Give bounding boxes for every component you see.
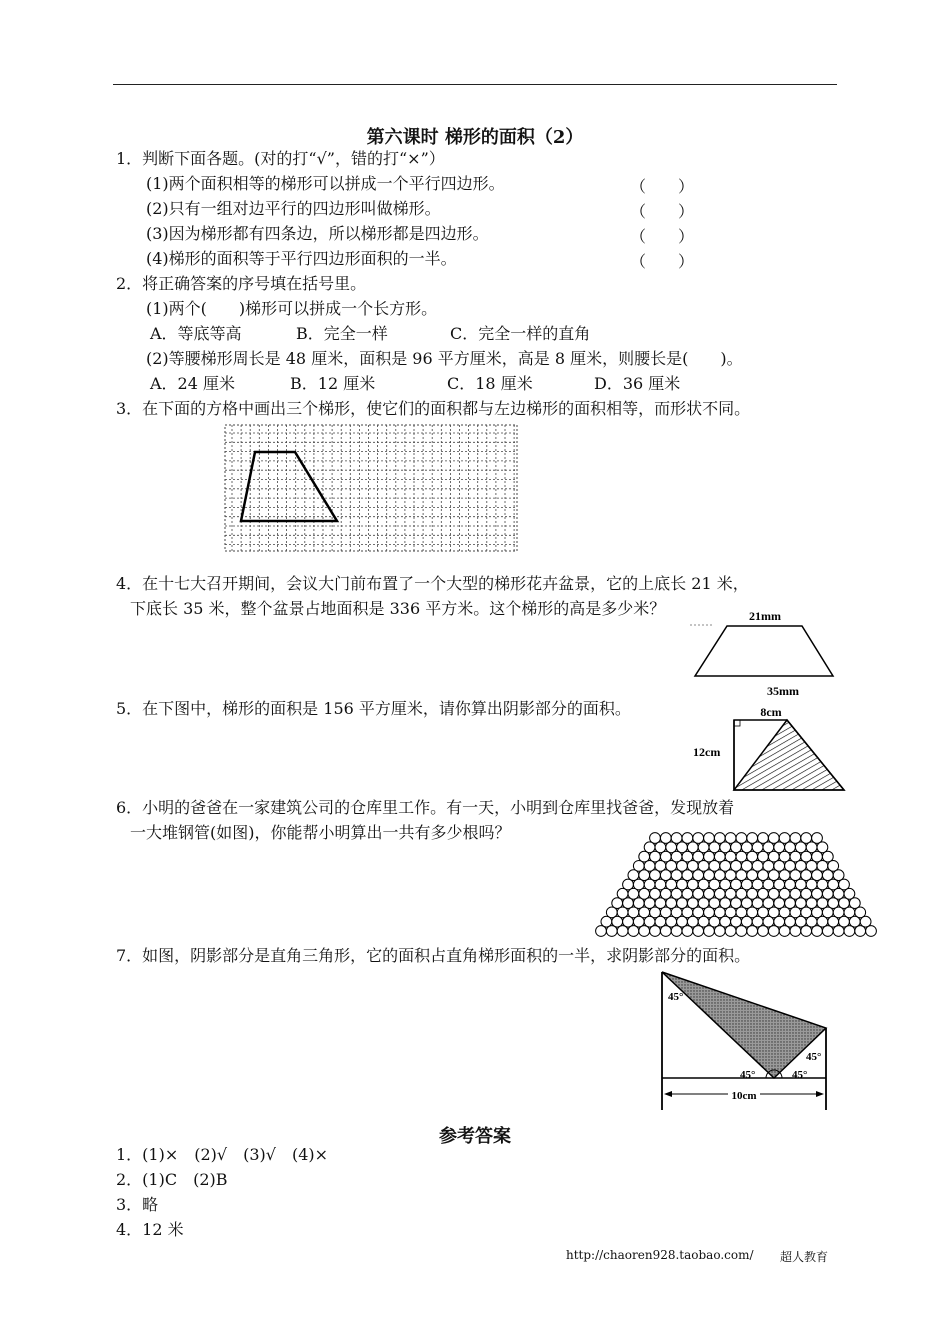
q2-sub2-option-c: C．18 厘米 bbox=[447, 374, 533, 393]
steel-pipe bbox=[714, 926, 725, 937]
q4-line-2: 下底长 35 米，整个盆景占地面积是 336 平方米。这个梯形的高是多少米？ bbox=[130, 599, 666, 618]
q1-item-1: (1)两个面积相等的梯形可以拼成一个平行四边形。 bbox=[146, 174, 505, 193]
steel-pipe bbox=[833, 926, 844, 937]
q7-angle-a: 45° bbox=[668, 991, 684, 1003]
q6-steel-pipes-figure bbox=[616, 830, 856, 938]
steel-pipe bbox=[617, 926, 628, 937]
answer-line-1: 1．(1)× (2)√ (3)√ (4)× bbox=[116, 1145, 329, 1164]
steel-pipe bbox=[779, 926, 790, 937]
q4-bottom-label: 35mm bbox=[767, 684, 799, 698]
steel-pipe bbox=[650, 926, 661, 937]
q1-answer-blank-2[interactable]: （ ） bbox=[630, 202, 695, 221]
q1-item-2: (2)只有一组对边平行的四边形叫做梯形。 bbox=[146, 199, 441, 218]
q4-line-1: 4．在十七大召开期间，会议大门前布置了一个大型的梯形花卉盆景，它的上底长 21 米， bbox=[116, 574, 749, 593]
steel-pipe bbox=[812, 926, 823, 937]
steel-pipe bbox=[704, 926, 715, 937]
steel-pipe bbox=[606, 926, 617, 937]
q6-line-1: 6．小明的爸爸在一家建筑公司的仓库里工作。有一天，小明到仓库里找爸爸，发现放着 bbox=[116, 798, 735, 817]
q2-sub1-option-c: C．完全一样的直角 bbox=[450, 324, 591, 343]
q4-trapezoid-figure bbox=[690, 606, 840, 698]
steel-pipe bbox=[639, 926, 650, 937]
page-title: 第六课时 梯形的面积（2） bbox=[366, 127, 584, 148]
steel-pipe bbox=[736, 926, 747, 937]
steel-pipe bbox=[671, 926, 682, 937]
steel-pipe bbox=[725, 926, 736, 937]
q6-line-2: 一大堆钢管(如图)，你能帮小明算出一共有多少根吗？ bbox=[130, 823, 511, 842]
footer-url[interactable]: http://chaoren928.taobao.com/ bbox=[566, 1248, 754, 1262]
steel-pipe bbox=[855, 926, 866, 937]
q2-sub1-option-a: A．等底等高 bbox=[150, 324, 242, 343]
q2-sub2-option-a: A．24 厘米 bbox=[150, 374, 236, 393]
q7-angle-b: 45° bbox=[806, 1051, 822, 1063]
steel-pipe bbox=[822, 926, 833, 937]
q5-trapezoid-figure bbox=[690, 704, 850, 794]
q2-sub2: (2)等腰梯形周长是 48 厘米，面积是 96 平方厘米，高是 8 厘米，则腰长是( )。 bbox=[146, 349, 743, 368]
steel-pipe bbox=[768, 926, 779, 937]
steel-pipe bbox=[596, 926, 607, 937]
footer-brand: 超人教育 bbox=[780, 1250, 829, 1264]
q3-grid-figure bbox=[224, 424, 518, 552]
answer-line-4: 4．12 米 bbox=[116, 1220, 184, 1239]
steel-pipe bbox=[693, 926, 704, 937]
header-rule bbox=[113, 84, 837, 85]
q1-item-3: (3)因为梯形都有四条边，所以梯形都是四边形。 bbox=[146, 224, 489, 243]
q5-height-label: 12cm bbox=[693, 745, 721, 759]
steel-pipe bbox=[747, 926, 758, 937]
q5-top-label: 8cm bbox=[760, 705, 782, 719]
steel-pipe bbox=[866, 926, 877, 937]
steel-pipe bbox=[628, 926, 639, 937]
steel-pipe bbox=[844, 926, 855, 937]
q5-stem: 5．在下图中，梯形的面积是 156 平方厘米，请你算出阴影部分的面积。 bbox=[116, 699, 631, 718]
q7-trapezoid-figure bbox=[654, 966, 834, 1110]
q2-sub2-option-b: B．12 厘米 bbox=[290, 374, 376, 393]
q1-answer-blank-3[interactable]: （ ） bbox=[630, 227, 695, 246]
q1-answer-blank-4[interactable]: （ ） bbox=[630, 252, 695, 271]
q1-item-4: (4)梯形的面积等于平行四边形面积的一半。 bbox=[146, 249, 457, 268]
steel-pipe bbox=[682, 926, 693, 937]
answer-line-2: 2．(1)C (2)B bbox=[116, 1170, 228, 1189]
steel-pipe bbox=[758, 926, 769, 937]
q1-stem: 1．判断下面各题。(对的打“√”，错的打“×”） bbox=[116, 149, 445, 168]
q1-answer-blank-1[interactable]: （ ） bbox=[630, 177, 695, 196]
q7-angle-d: 45° bbox=[792, 1069, 808, 1081]
q7-angle-c: 45° bbox=[740, 1069, 756, 1081]
steel-pipe bbox=[660, 926, 671, 937]
steel-pipe bbox=[790, 926, 801, 937]
steel-pipe bbox=[801, 926, 812, 937]
q2-sub1-option-b: B．完全一样 bbox=[296, 324, 388, 343]
q2-sub2-option-d: D．36 厘米 bbox=[594, 374, 681, 393]
answer-line-3: 3．略 bbox=[116, 1195, 159, 1214]
q2-stem: 2．将正确答案的序号填在括号里。 bbox=[116, 274, 367, 293]
answers-title: 参考答案 bbox=[439, 1126, 511, 1147]
q7-stem: 7．如图，阴影部分是直角三角形，它的面积占直角梯形面积的一半，求阴影部分的面积。 bbox=[116, 946, 751, 965]
q3-stem: 3．在下面的方格中画出三个梯形，使它们的面积都与左边梯形的面积相等，而形状不同。 bbox=[116, 399, 751, 418]
q4-top-label: 21mm bbox=[749, 609, 781, 623]
q2-sub1: (1)两个( )梯形可以拼成一个长方形。 bbox=[146, 299, 438, 318]
q7-bottom-label: 10cm bbox=[731, 1090, 757, 1102]
